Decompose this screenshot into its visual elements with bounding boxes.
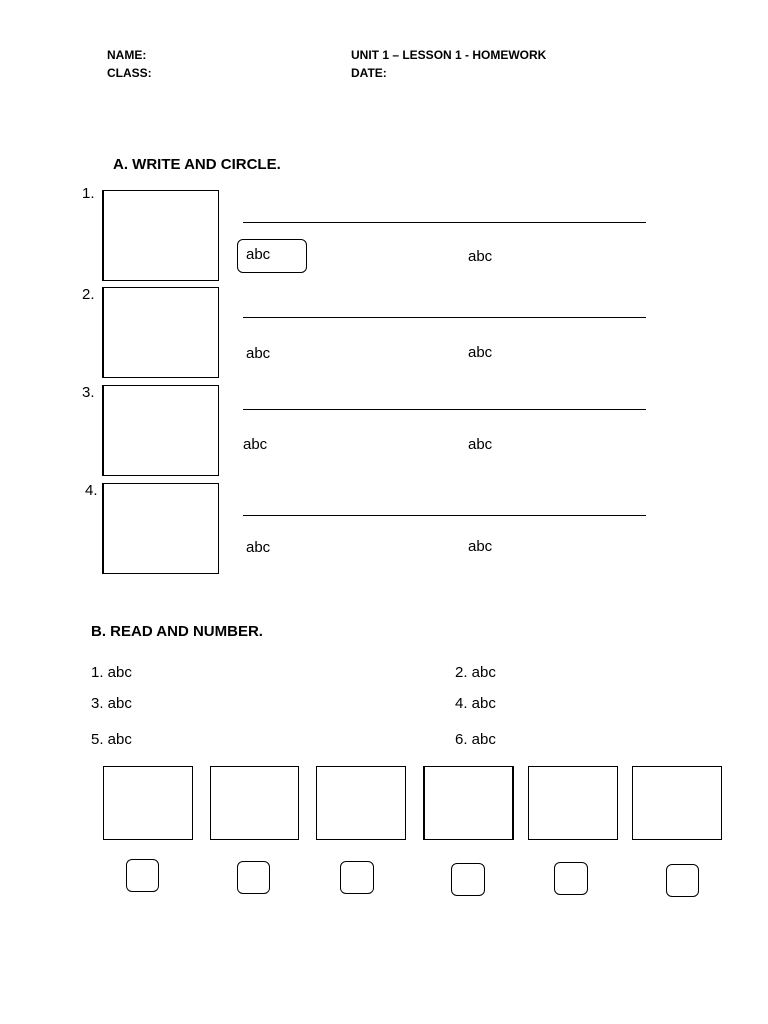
answer-option[interactable]: abc — [468, 538, 493, 555]
picture-box — [423, 766, 514, 840]
class-label: CLASS: — [107, 66, 152, 80]
number-answer-box[interactable] — [666, 864, 699, 897]
number-answer-box[interactable] — [451, 863, 485, 896]
list-item: 3. abc — [91, 695, 132, 712]
section-b-title: B. READ AND NUMBER. — [91, 623, 263, 640]
date-label: DATE: — [351, 66, 387, 80]
section-a-title: A. WRITE AND CIRCLE. — [113, 156, 281, 173]
list-item: 1. abc — [91, 664, 132, 681]
number-answer-box[interactable] — [554, 862, 588, 895]
number-answer-box[interactable] — [237, 861, 270, 894]
item-number: 3. — [82, 384, 95, 401]
picture-box — [103, 766, 193, 840]
list-item: 4. abc — [455, 695, 496, 712]
answer-option[interactable]: abc — [468, 344, 493, 361]
answer-line[interactable] — [243, 515, 646, 516]
answer-line[interactable] — [243, 409, 646, 410]
number-answer-box[interactable] — [340, 861, 374, 894]
picture-box — [316, 766, 406, 840]
answer-option[interactable]: abc — [246, 345, 271, 362]
number-answer-box[interactable] — [126, 859, 159, 892]
picture-box — [102, 287, 219, 378]
item-number: 1. — [82, 185, 95, 202]
answer-option[interactable]: abc — [246, 539, 271, 556]
list-item: 5. abc — [91, 731, 132, 748]
item-number: 2. — [82, 286, 95, 303]
picture-box — [210, 766, 299, 840]
item-number: 4. — [85, 482, 98, 499]
picture-box — [632, 766, 722, 840]
picture-box — [528, 766, 618, 840]
name-label: NAME: — [107, 48, 147, 62]
answer-option[interactable]: abc — [243, 436, 268, 453]
answer-option[interactable]: abc — [468, 436, 493, 453]
answer-line[interactable] — [243, 317, 646, 318]
picture-box — [102, 190, 219, 281]
picture-box — [102, 483, 219, 574]
worksheet-title: UNIT 1 – LESSON 1 - HOMEWORK — [351, 48, 547, 62]
answer-option-circled[interactable]: abc — [237, 239, 307, 273]
answer-line[interactable] — [243, 222, 646, 223]
picture-box — [102, 385, 219, 476]
list-item: 6. abc — [455, 731, 496, 748]
list-item: 2. abc — [455, 664, 496, 681]
answer-option[interactable]: abc — [468, 248, 493, 265]
